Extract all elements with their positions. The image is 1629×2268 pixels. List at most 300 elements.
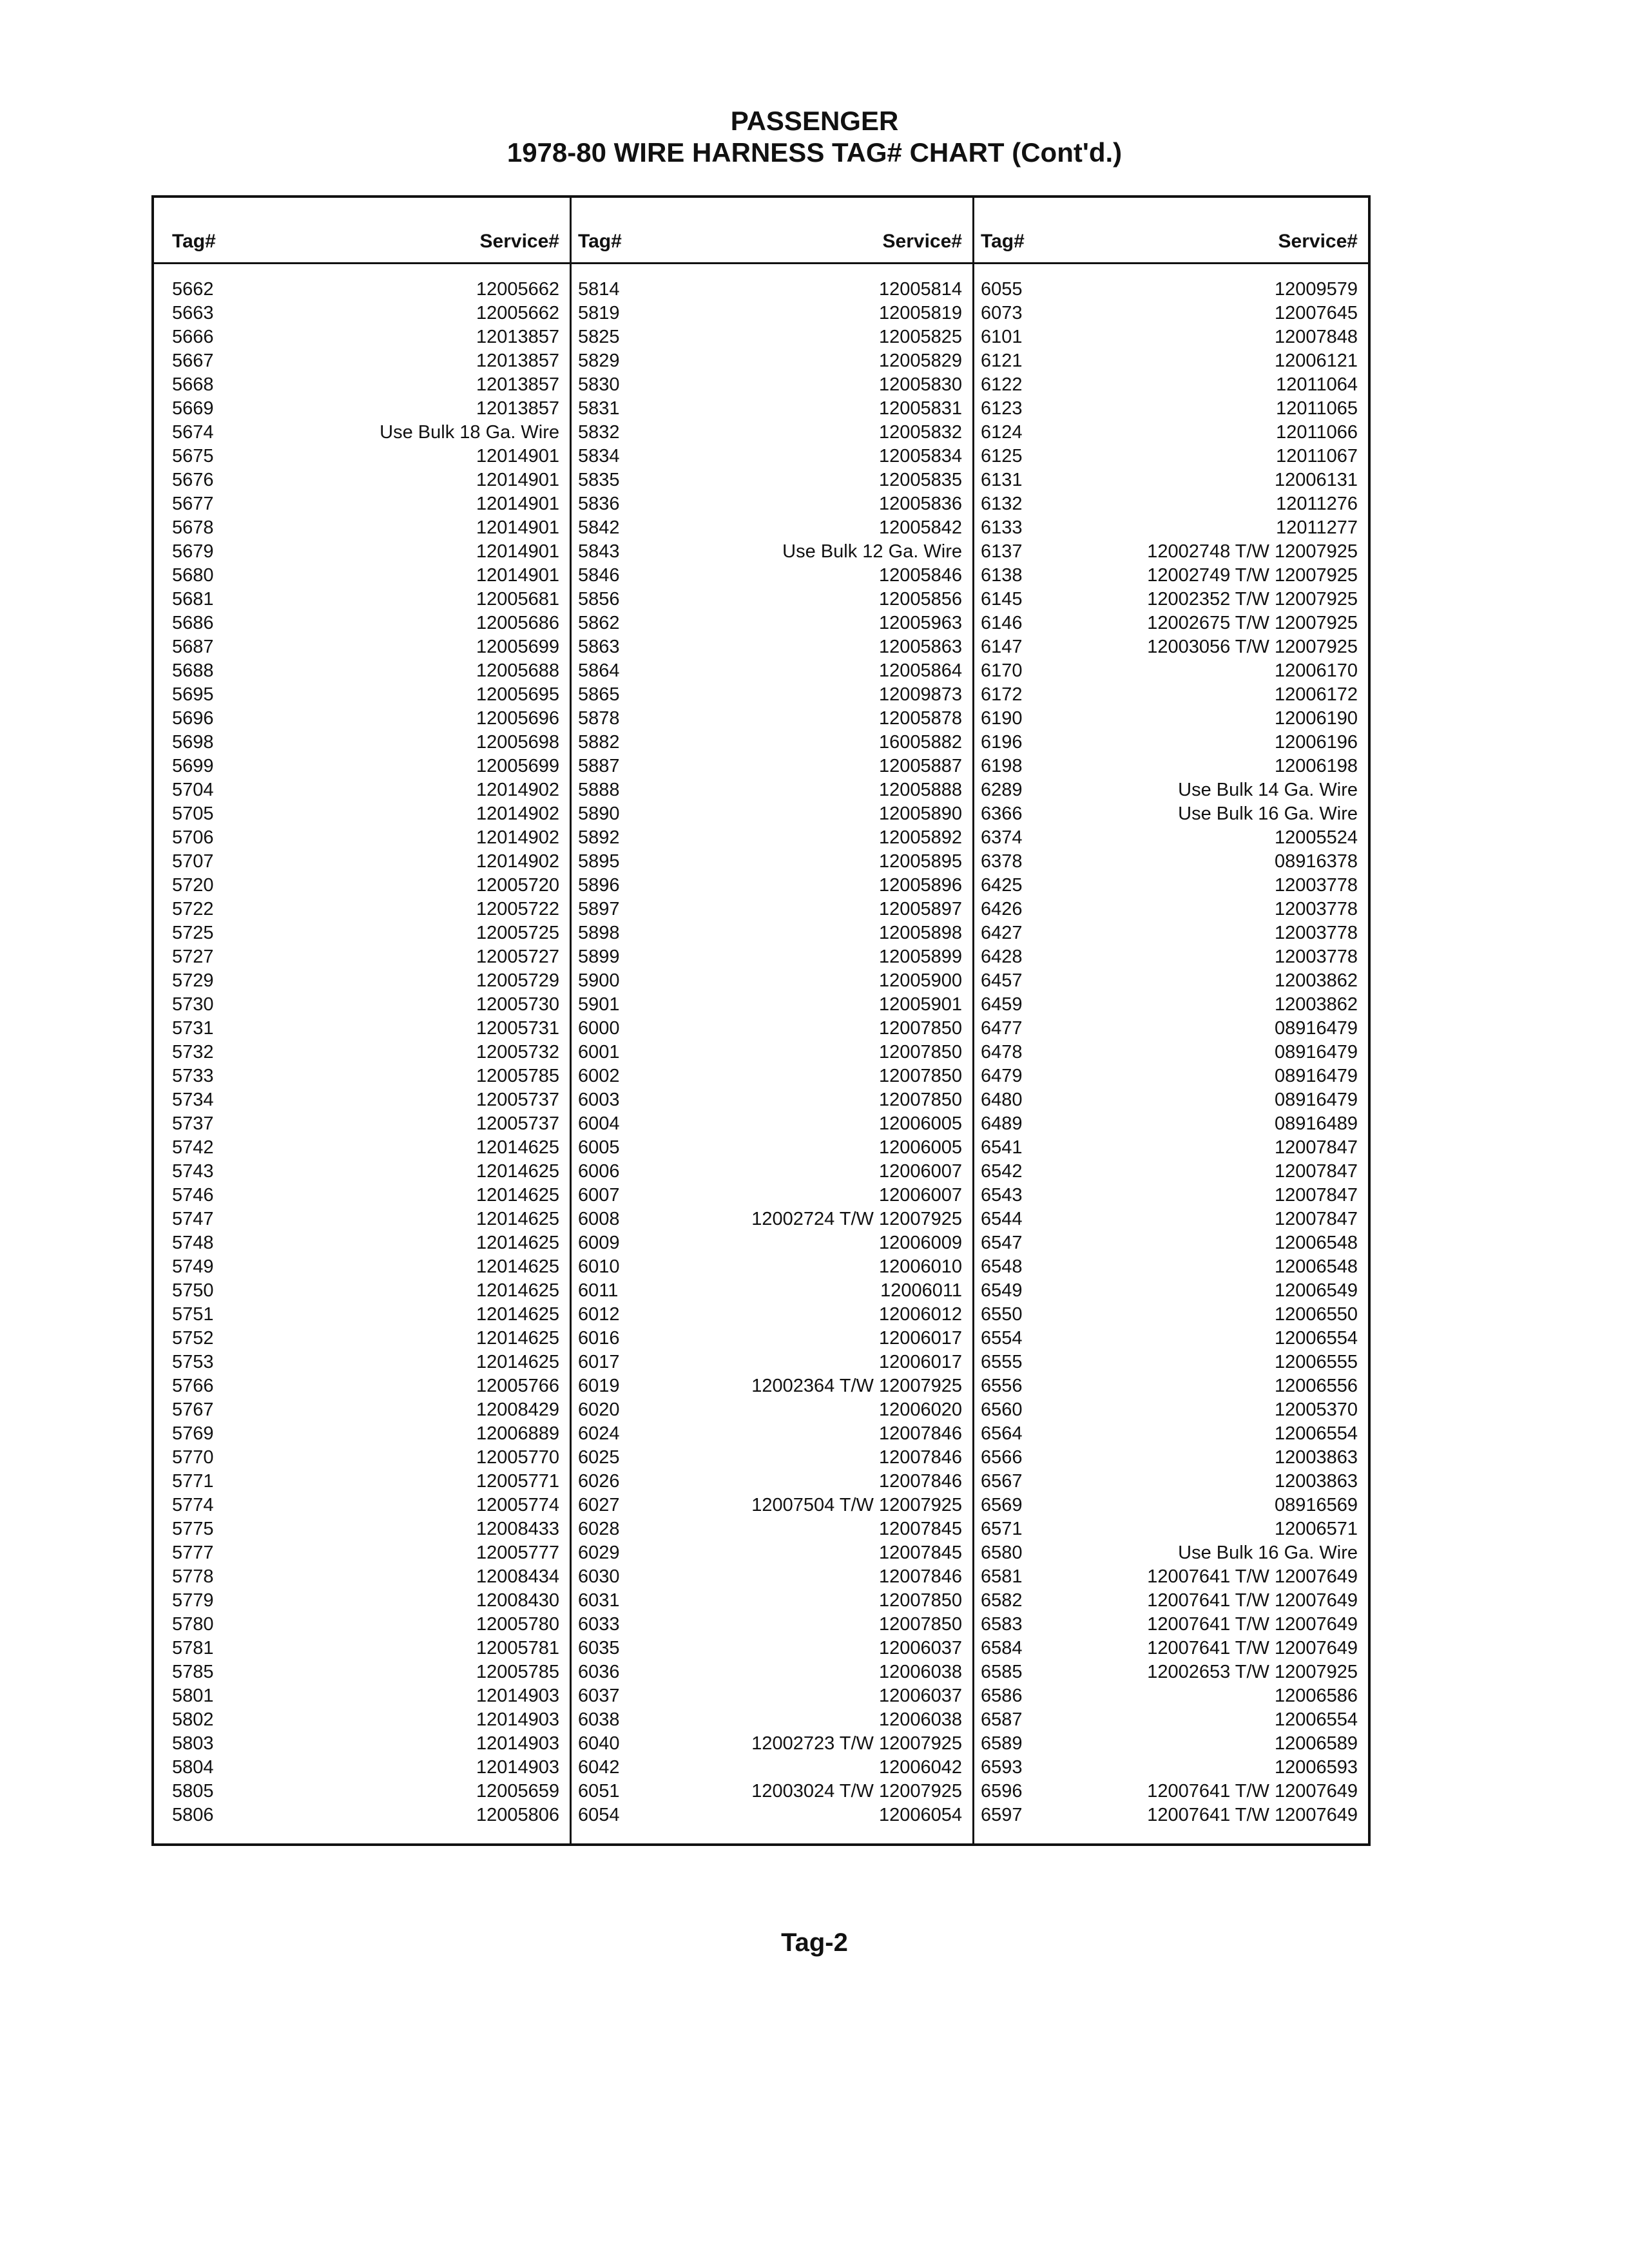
service-number: 12005681 [476,589,559,610]
tag-number: 6480 [981,1090,1023,1110]
tag-number: 6556 [981,1376,1023,1396]
table-row [154,1589,570,1613]
service-number: 12005774 [476,1495,559,1515]
service-number: 12005785 [476,1066,559,1086]
service-number: 12005901 [878,994,962,1015]
table-row [974,1350,1368,1374]
table-row [572,1112,972,1136]
tag-number: 5779 [172,1590,214,1611]
tag-number: 5862 [578,613,620,633]
tag-number: 5699 [172,756,214,776]
table-row [154,492,570,516]
service-number: 12014901 [476,494,559,514]
tag-number: 5687 [172,637,214,657]
service-number: 12006586 [1274,1686,1358,1706]
tag-number: 6147 [981,637,1023,657]
service-number: 12006038 [878,1662,962,1682]
tag-number: 6459 [981,994,1023,1015]
service-number: 12011066 [1276,422,1358,443]
table-row [572,421,972,445]
table-row [154,1732,570,1756]
tag-number: 5802 [172,1709,214,1730]
table-row [154,278,570,302]
tag-header: Tag# [172,231,216,252]
service-number: 12005895 [878,851,962,872]
service-number: 12006190 [1274,708,1358,729]
table-row [572,707,972,731]
table-row [154,1684,570,1708]
table-row [974,945,1368,969]
table-row [572,1422,972,1446]
service-number: 12014903 [476,1733,559,1754]
service-number: 12014625 [476,1304,559,1325]
tag-number: 6172 [981,684,1023,705]
service-number: 12005662 [476,303,559,323]
table-row [572,1017,972,1041]
table-row [572,278,972,302]
service-number: 08916569 [1274,1495,1358,1515]
tag-number: 5750 [172,1280,214,1301]
table-row [154,611,570,635]
tag-number: 6541 [981,1137,1023,1158]
table-row [572,1446,972,1470]
table-row [572,1708,972,1732]
table-row [154,1541,570,1565]
table-row [154,1064,570,1088]
service-number: 12003863 [1274,1447,1358,1468]
table-row [974,1589,1368,1613]
service-number: 12005825 [878,327,962,347]
tag-number: 5767 [172,1399,214,1420]
table-row [154,707,570,731]
table-row [572,564,972,588]
table-row [572,1064,972,1088]
service-number: 12006172 [1274,684,1358,705]
table-row [572,898,972,921]
service-number: 12005864 [878,660,962,681]
service-number: 12002723 T/W 12007925 [751,1733,962,1754]
service-number: 12005780 [476,1614,559,1635]
table-row [154,826,570,850]
tag-number: 6550 [981,1304,1023,1325]
tag-number: 5667 [172,351,214,371]
service-number: 12006011 [880,1280,962,1301]
table-row [572,468,972,492]
tag-number: 6001 [578,1042,620,1062]
tag-number: 5705 [172,803,214,824]
service-number: 12005890 [878,803,962,824]
table-row [154,1517,570,1541]
table-row [154,921,570,945]
table-row [154,1446,570,1470]
service-number: 12007847 [1274,1185,1358,1206]
tag-number: 6038 [578,1709,620,1730]
tag-number: 6101 [981,327,1023,347]
table-row [572,1565,972,1589]
tag-number: 6547 [981,1233,1023,1253]
service-number: 12005370 [1274,1399,1358,1420]
service-number: 12007846 [878,1423,962,1444]
table-row [974,969,1368,993]
service-number: 12014903 [476,1757,559,1778]
tag-number: 6007 [578,1185,620,1206]
service-number: 12014901 [476,517,559,538]
tag-number: 6198 [981,756,1023,776]
table-row [572,683,972,707]
service-number: 12005662 [476,279,559,300]
table-row [974,1660,1368,1684]
tag-number: 6564 [981,1423,1023,1444]
service-number: 12007845 [878,1542,962,1563]
table-row [974,1064,1368,1088]
table-row [974,898,1368,921]
table-row [154,421,570,445]
service-number: 12005898 [878,923,962,943]
service-number: 08916489 [1274,1113,1358,1134]
tag-number: 5675 [172,446,214,466]
table-row [154,397,570,421]
table-row [974,1279,1368,1303]
tag-number: 6457 [981,970,1023,991]
service-number: 08916479 [1274,1090,1358,1110]
service-number: 12006005 [878,1113,962,1134]
tag-number: 5771 [172,1471,214,1492]
table-row [572,325,972,349]
tag-number: 6580 [981,1542,1023,1563]
service-number: 12014902 [476,827,559,848]
service-number: 12006889 [476,1423,559,1444]
tag-number: 6596 [981,1781,1023,1802]
tag-number: 5686 [172,613,214,633]
tag-number: 5695 [172,684,214,705]
service-number: 12007850 [878,1590,962,1611]
table-row [572,492,972,516]
table-row [572,635,972,659]
tag-number: 6569 [981,1495,1023,1515]
table-row [974,278,1368,302]
service-number: 12005832 [878,422,962,443]
service-number: 12006037 [878,1638,962,1658]
table-row [974,1565,1368,1589]
service-header: Service# [1278,231,1358,252]
table-row [974,1446,1368,1470]
table-row [974,445,1368,468]
tag-number: 5806 [172,1805,214,1825]
table-row [154,1422,570,1446]
table-row [974,564,1368,588]
service-number: 12005846 [878,565,962,586]
service-number: 12006593 [1274,1757,1358,1778]
table-row [974,349,1368,373]
service-number: 12003778 [1274,923,1358,943]
table-row [572,802,972,826]
table-row [974,1303,1368,1327]
table-column-3 [974,198,1368,1843]
service-number: 12005842 [878,517,962,538]
tag-number: 5856 [578,589,620,610]
service-number: 12005834 [878,446,962,466]
table-row [974,1136,1368,1160]
tag-number: 6581 [981,1566,1023,1587]
service-number: 12014902 [476,851,559,872]
tag-number: 5725 [172,923,214,943]
tag-number: 5882 [578,732,620,753]
tag-number: 6004 [578,1113,620,1134]
table-row [572,302,972,325]
tag-number: 5831 [578,398,620,419]
service-number: 12007846 [878,1447,962,1468]
service-number: 12006554 [1274,1423,1358,1444]
service-number: 08916479 [1274,1042,1358,1062]
table-column-2 [572,198,972,1843]
tag-number: 5887 [578,756,620,776]
service-number: 12005659 [476,1781,559,1802]
service-number: 12006571 [1274,1519,1358,1539]
table-row [154,1160,570,1184]
service-number: 12013857 [476,351,559,371]
table-row [572,826,972,850]
service-number: 12002364 T/W 12007925 [751,1376,962,1396]
service-number: 12007850 [878,1614,962,1635]
tag-number: 6027 [578,1495,620,1515]
service-number: 12002724 T/W 12007925 [751,1209,962,1229]
service-number: 12014901 [476,470,559,490]
tag-number: 6012 [578,1304,620,1325]
tag-number: 6428 [981,947,1023,967]
service-number: 12014903 [476,1709,559,1730]
table-row [974,588,1368,611]
tag-number: 6170 [981,660,1023,681]
service-number: 12014901 [476,565,559,586]
service-number: 12005897 [878,899,962,919]
tag-number: 5732 [172,1042,214,1062]
table-row [974,302,1368,325]
page-title: PASSENGER [730,106,899,136]
table-rows [974,278,1368,1827]
table-row [572,754,972,778]
service-number: 12005863 [878,637,962,657]
table-row [974,1470,1368,1494]
service-number: 12002653 T/W 12007925 [1147,1662,1358,1682]
service-number: 12011067 [1276,446,1358,466]
service-number: 12005899 [878,947,962,967]
tag-number: 5878 [578,708,620,729]
service-number: 12005698 [476,732,559,753]
table-row [154,1374,570,1398]
table-row [974,1327,1368,1350]
tag-number: 6008 [578,1209,620,1229]
tag-number: 6029 [578,1542,620,1563]
service-number: 12005729 [476,970,559,991]
service-number: 12014903 [476,1686,559,1706]
table-row [974,1255,1368,1279]
table-row [572,1255,972,1279]
table-row [154,1184,570,1207]
service-number: 12007641 T/W 12007649 [1147,1781,1358,1802]
table-row [572,945,972,969]
tag-number: 5696 [172,708,214,729]
tag-number: 5897 [578,899,620,919]
tag-number: 5900 [578,970,620,991]
table-row [974,1231,1368,1255]
service-number: 12007847 [1274,1137,1358,1158]
tag-number: 6026 [578,1471,620,1492]
table-row [572,1470,972,1494]
table-row [154,1613,570,1637]
tag-number: 6289 [981,780,1023,800]
tag-number: 5706 [172,827,214,848]
service-number: 12005819 [878,303,962,323]
service-number: 12005836 [878,494,962,514]
tag-number: 6031 [578,1590,620,1611]
tag-number: 6544 [981,1209,1023,1229]
tag-number: 5727 [172,947,214,967]
table-row [974,635,1368,659]
table-row [974,707,1368,731]
table-row [572,1732,972,1756]
service-number: 12005806 [476,1805,559,1825]
table-row [974,1184,1368,1207]
table-row [974,874,1368,898]
service-number: Use Bulk 16 Ga. Wire [1178,1542,1358,1563]
tag-number: 5769 [172,1423,214,1444]
service-number: 12011276 [1276,494,1358,514]
tag-number: 5729 [172,970,214,991]
table-row [154,802,570,826]
table-row [572,969,972,993]
tag-number: 5748 [172,1233,214,1253]
service-number: 12007641 T/W 12007649 [1147,1805,1358,1825]
table-row [572,1088,972,1112]
table-row [572,921,972,945]
service-number: 12003862 [1274,970,1358,991]
tag-number: 5777 [172,1542,214,1563]
service-number: 12006010 [878,1256,962,1277]
tag-number: 6121 [981,351,1023,371]
table-row [974,516,1368,540]
table-row [154,1279,570,1303]
table-row [154,302,570,325]
table-row [154,468,570,492]
service-number: 12006121 [1274,351,1358,371]
tag-number: 6426 [981,899,1023,919]
table-row [154,1494,570,1517]
tag-number: 5834 [578,446,620,466]
service-number: 12005696 [476,708,559,729]
tag-number: 5688 [172,660,214,681]
table-row [572,874,972,898]
table-row [974,421,1368,445]
tag-header: Tag# [981,231,1025,252]
service-number: 12003024 T/W 12007925 [751,1781,962,1802]
table-row [974,683,1368,707]
tag-number: 5676 [172,470,214,490]
tag-number: 5753 [172,1352,214,1372]
tag-number: 5668 [172,374,214,395]
column-header [572,229,972,255]
service-number: 12003862 [1274,994,1358,1015]
tag-number: 6583 [981,1614,1023,1635]
table-row [974,1756,1368,1780]
service-number: 12002749 T/W 12007925 [1147,565,1358,586]
tag-number: 6548 [981,1256,1023,1277]
tag-number: 6042 [578,1757,620,1778]
service-number: 12006196 [1274,732,1358,753]
tag-number: 5890 [578,803,620,824]
table-row [572,1780,972,1803]
table-row [572,1398,972,1422]
tag-number: 6000 [578,1018,620,1039]
service-number: 12003778 [1274,875,1358,896]
service-number: 12009873 [878,684,962,705]
tag-number: 6016 [578,1328,620,1349]
tag-number: 5843 [578,541,620,562]
tag-number: 6378 [981,851,1023,872]
service-number: 12005781 [476,1638,559,1658]
table-row [154,445,570,468]
service-number: 12014902 [476,803,559,824]
service-number: 12014625 [476,1137,559,1158]
service-header: Service# [479,231,559,252]
tag-number: 6477 [981,1018,1023,1039]
tag-number: 6146 [981,613,1023,633]
tag-number: 5731 [172,1018,214,1039]
service-header: Service# [882,231,962,252]
service-number: 12005722 [476,899,559,919]
table-row [572,1637,972,1660]
service-number: 12006009 [878,1233,962,1253]
table-row [154,850,570,874]
table-row [572,1374,972,1398]
tag-number: 6005 [578,1137,620,1158]
service-number: 12007847 [1274,1209,1358,1229]
tag-number: 6123 [981,398,1023,419]
table-row [572,659,972,683]
table-row [974,1517,1368,1541]
service-number: 08916378 [1274,851,1358,872]
table-row [974,1541,1368,1565]
tag-number: 6196 [981,732,1023,753]
tag-number: 5801 [172,1686,214,1706]
tag-number: 5829 [578,351,620,371]
service-number: 12002352 T/W 12007925 [1147,589,1358,610]
table-row [974,1207,1368,1231]
service-number: 12014625 [476,1209,559,1229]
table-row [154,516,570,540]
tag-number: 6035 [578,1638,620,1658]
tag-number: 5781 [172,1638,214,1658]
tag-number: 6585 [981,1662,1023,1682]
tag-number: 5678 [172,517,214,538]
service-number: 12005725 [476,923,559,943]
tag-number: 6586 [981,1686,1023,1706]
table-row [974,540,1368,564]
service-number: 12006548 [1274,1233,1358,1253]
table-row [974,850,1368,874]
tag-number: 5679 [172,541,214,562]
service-number: 12003863 [1274,1471,1358,1492]
table-row [154,683,570,707]
tag-number: 6028 [578,1519,620,1539]
table-row [974,921,1368,945]
tag-number: 5743 [172,1161,214,1182]
table-row [154,778,570,802]
tag-number: 5774 [172,1495,214,1515]
table-row [154,1660,570,1684]
tag-number: 5747 [172,1209,214,1229]
table-row [154,1756,570,1780]
tag-number: 5825 [578,327,620,347]
